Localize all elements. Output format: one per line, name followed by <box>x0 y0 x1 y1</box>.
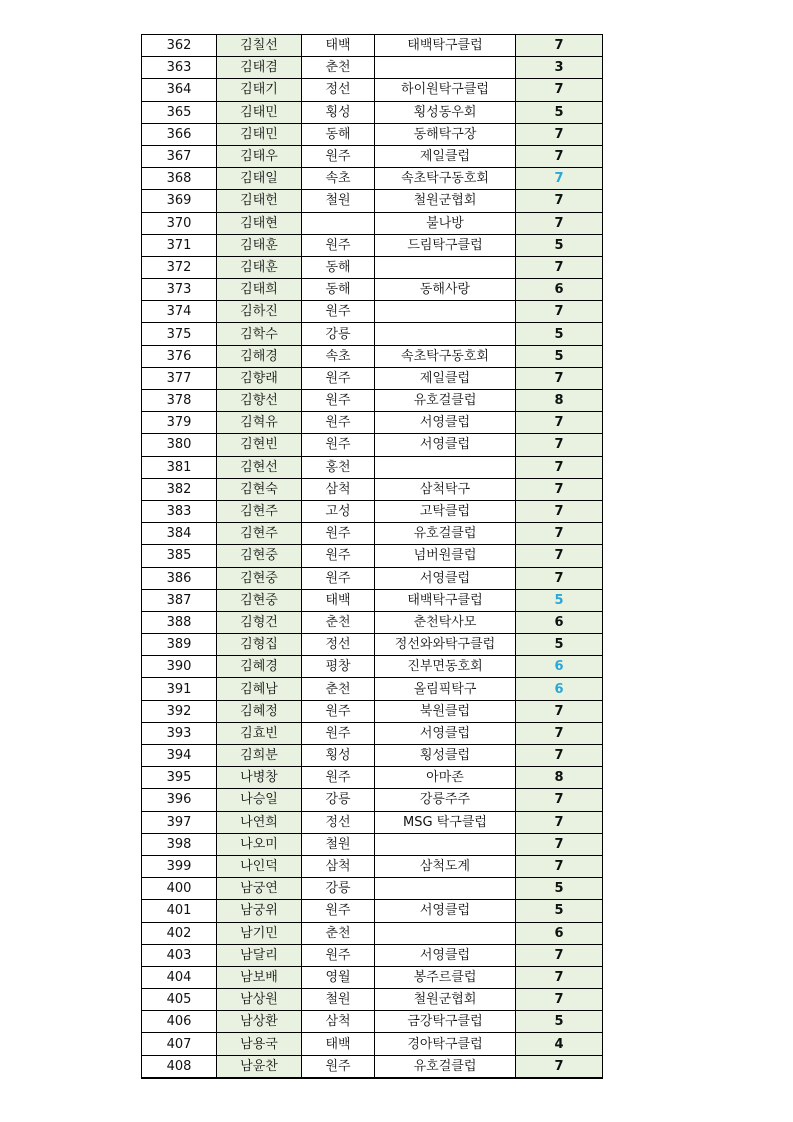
table-row <box>142 656 603 678</box>
club-cell: 철원군협회 <box>375 190 516 212</box>
club-cell: 삼척도계 <box>375 855 516 877</box>
grade-cell: 3 <box>516 57 603 79</box>
club-cell <box>375 922 516 944</box>
region-cell: 강릉 <box>302 323 375 345</box>
grade-cell: 7 <box>516 855 603 877</box>
member-name-cell: 나연희 <box>217 811 302 833</box>
grade-cell: 7 <box>516 523 603 545</box>
row-number-cell: 399 <box>142 855 217 877</box>
row-number-cell: 388 <box>142 611 217 633</box>
club-cell: 유호걸클럽 <box>375 1055 516 1078</box>
table-row <box>142 966 603 988</box>
grade-cell: 7 <box>516 301 603 323</box>
grade-cell: 7 <box>516 500 603 522</box>
region-cell: 원주 <box>302 944 375 966</box>
member-name-cell: 김칠선 <box>217 35 302 57</box>
region-cell: 원주 <box>302 523 375 545</box>
region-cell: 평창 <box>302 656 375 678</box>
member-name-cell: 김현중 <box>217 567 302 589</box>
region-cell: 원주 <box>302 1055 375 1078</box>
grade-cell: 8 <box>516 390 603 412</box>
table-row <box>142 1011 603 1033</box>
grade-cell: 5 <box>516 634 603 656</box>
row-number-cell: 391 <box>142 678 217 700</box>
region-cell: 철원 <box>302 833 375 855</box>
table-row <box>142 634 603 656</box>
region-cell: 철원 <box>302 190 375 212</box>
grade-cell: 5 <box>516 101 603 123</box>
roster-table <box>141 34 603 1079</box>
member-name-cell: 김태헌 <box>217 190 302 212</box>
table-row <box>142 722 603 744</box>
member-name-cell: 남기민 <box>217 922 302 944</box>
row-number-cell: 363 <box>142 57 217 79</box>
member-name-cell: 김현선 <box>217 456 302 478</box>
club-cell: 춘천탁사모 <box>375 611 516 633</box>
row-number-cell: 392 <box>142 700 217 722</box>
table-row <box>142 1055 603 1078</box>
member-name-cell: 김태희 <box>217 279 302 301</box>
club-cell: 서영클럽 <box>375 722 516 744</box>
member-name-cell: 김현숙 <box>217 478 302 500</box>
grade-cell: 7 <box>516 700 603 722</box>
club-cell: 제일클럽 <box>375 367 516 389</box>
member-name-cell: 김태민 <box>217 123 302 145</box>
grade-cell: 7 <box>516 989 603 1011</box>
grade-cell: 6 <box>516 656 603 678</box>
club-cell <box>375 833 516 855</box>
region-cell: 횡성 <box>302 745 375 767</box>
grade-cell: 7 <box>516 722 603 744</box>
grade-cell: 5 <box>516 900 603 922</box>
member-name-cell: 김태우 <box>217 145 302 167</box>
member-name-cell: 남궁위 <box>217 900 302 922</box>
row-number-cell: 378 <box>142 390 217 412</box>
club-cell: 넘버원클럽 <box>375 545 516 567</box>
region-cell: 정선 <box>302 811 375 833</box>
grade-cell: 7 <box>516 833 603 855</box>
row-number-cell: 368 <box>142 168 217 190</box>
club-cell <box>375 323 516 345</box>
member-name-cell: 김혜경 <box>217 656 302 678</box>
member-name-cell: 김태민 <box>217 101 302 123</box>
member-name-cell: 남궁연 <box>217 878 302 900</box>
club-cell: 횡성클럽 <box>375 745 516 767</box>
row-number-cell: 403 <box>142 944 217 966</box>
club-cell: 드림탁구클럽 <box>375 234 516 256</box>
club-cell: 북원클럽 <box>375 700 516 722</box>
region-cell: 태백 <box>302 589 375 611</box>
member-name-cell: 남보배 <box>217 966 302 988</box>
member-name-cell: 김향래 <box>217 367 302 389</box>
member-name-cell: 김현주 <box>217 523 302 545</box>
row-number-cell: 397 <box>142 811 217 833</box>
club-cell: 속초탁구동호회 <box>375 168 516 190</box>
row-number-cell: 377 <box>142 367 217 389</box>
region-cell: 삼척 <box>302 1011 375 1033</box>
member-name-cell: 김태훈 <box>217 256 302 278</box>
grade-cell: 7 <box>516 434 603 456</box>
table-row <box>142 833 603 855</box>
club-cell: 속초탁구동호회 <box>375 345 516 367</box>
club-cell: 동해탁구장 <box>375 123 516 145</box>
region-cell: 춘천 <box>302 57 375 79</box>
club-cell: 강릉주주 <box>375 789 516 811</box>
region-cell: 홍천 <box>302 456 375 478</box>
table-row <box>142 567 603 589</box>
grade-cell: 5 <box>516 345 603 367</box>
grade-cell: 7 <box>516 789 603 811</box>
table-row <box>142 101 603 123</box>
member-name-cell: 나승일 <box>217 789 302 811</box>
grade-cell: 7 <box>516 745 603 767</box>
member-name-cell: 김희분 <box>217 745 302 767</box>
member-name-cell: 김하진 <box>217 301 302 323</box>
club-cell: 봉주르클럽 <box>375 966 516 988</box>
grade-cell: 7 <box>516 567 603 589</box>
row-number-cell: 407 <box>142 1033 217 1055</box>
table-row <box>142 168 603 190</box>
table-row <box>142 900 603 922</box>
club-cell: 서영클럽 <box>375 567 516 589</box>
member-name-cell: 김향선 <box>217 390 302 412</box>
row-number-cell: 383 <box>142 500 217 522</box>
grade-cell: 6 <box>516 678 603 700</box>
grade-cell: 7 <box>516 1055 603 1078</box>
table-row <box>142 922 603 944</box>
region-cell: 동해 <box>302 256 375 278</box>
row-number-cell: 401 <box>142 900 217 922</box>
table-row <box>142 545 603 567</box>
club-cell: 올림픽탁구 <box>375 678 516 700</box>
table-row <box>142 811 603 833</box>
region-cell: 원주 <box>302 145 375 167</box>
grade-cell: 7 <box>516 145 603 167</box>
member-name-cell: 김현주 <box>217 500 302 522</box>
region-cell: 원주 <box>302 301 375 323</box>
row-number-cell: 375 <box>142 323 217 345</box>
member-name-cell: 나병창 <box>217 767 302 789</box>
table-row <box>142 456 603 478</box>
club-cell <box>375 878 516 900</box>
grade-cell: 7 <box>516 412 603 434</box>
club-cell: 태백탁구클럽 <box>375 35 516 57</box>
table-row <box>142 279 603 301</box>
region-cell: 원주 <box>302 434 375 456</box>
grade-cell: 8 <box>516 767 603 789</box>
grade-cell: 7 <box>516 256 603 278</box>
region-cell: 삼척 <box>302 855 375 877</box>
region-cell <box>302 212 375 234</box>
table-row <box>142 767 603 789</box>
club-cell: 금강탁구클럽 <box>375 1011 516 1033</box>
row-number-cell: 371 <box>142 234 217 256</box>
member-name-cell: 김혜정 <box>217 700 302 722</box>
row-number-cell: 379 <box>142 412 217 434</box>
grade-cell: 7 <box>516 966 603 988</box>
club-cell: 유호걸클럽 <box>375 390 516 412</box>
club-cell <box>375 256 516 278</box>
member-name-cell: 김태훈 <box>217 234 302 256</box>
table-row <box>142 145 603 167</box>
region-cell: 춘천 <box>302 922 375 944</box>
region-cell: 속초 <box>302 168 375 190</box>
table-row <box>142 367 603 389</box>
club-cell: 서영클럽 <box>375 944 516 966</box>
member-name-cell: 김혁유 <box>217 412 302 434</box>
row-number-cell: 364 <box>142 79 217 101</box>
club-cell: 유호걸클럽 <box>375 523 516 545</box>
club-cell: 태백탁구클럽 <box>375 589 516 611</box>
region-cell: 정선 <box>302 79 375 101</box>
row-number-cell: 380 <box>142 434 217 456</box>
member-name-cell: 김현중 <box>217 545 302 567</box>
region-cell: 영월 <box>302 966 375 988</box>
member-name-cell: 김효빈 <box>217 722 302 744</box>
table-row <box>142 301 603 323</box>
table-row <box>142 79 603 101</box>
row-number-cell: 390 <box>142 656 217 678</box>
region-cell: 속초 <box>302 345 375 367</box>
region-cell: 춘천 <box>302 611 375 633</box>
table-row <box>142 855 603 877</box>
region-cell: 정선 <box>302 634 375 656</box>
grade-cell: 6 <box>516 279 603 301</box>
member-name-cell: 남윤찬 <box>217 1055 302 1078</box>
grade-cell: 5 <box>516 1011 603 1033</box>
table-row <box>142 878 603 900</box>
member-name-cell: 나인덕 <box>217 855 302 877</box>
region-cell: 원주 <box>302 367 375 389</box>
grade-cell: 4 <box>516 1033 603 1055</box>
club-cell: 경아탁구클럽 <box>375 1033 516 1055</box>
member-name-cell: 김현빈 <box>217 434 302 456</box>
table-row <box>142 256 603 278</box>
member-name-cell: 남달리 <box>217 944 302 966</box>
row-number-cell: 404 <box>142 966 217 988</box>
grade-cell: 5 <box>516 878 603 900</box>
region-cell: 강릉 <box>302 789 375 811</box>
row-number-cell: 405 <box>142 989 217 1011</box>
row-number-cell: 398 <box>142 833 217 855</box>
table-row <box>142 611 603 633</box>
club-cell: 제일클럽 <box>375 145 516 167</box>
table-row <box>142 434 603 456</box>
table-row <box>142 323 603 345</box>
grade-cell: 7 <box>516 190 603 212</box>
row-number-cell: 400 <box>142 878 217 900</box>
member-name-cell: 김학수 <box>217 323 302 345</box>
grade-cell: 7 <box>516 456 603 478</box>
grade-cell: 7 <box>516 35 603 57</box>
row-number-cell: 370 <box>142 212 217 234</box>
region-cell: 고성 <box>302 500 375 522</box>
grade-cell: 7 <box>516 545 603 567</box>
region-cell: 원주 <box>302 545 375 567</box>
grade-cell: 6 <box>516 611 603 633</box>
club-cell <box>375 456 516 478</box>
region-cell: 삼척 <box>302 478 375 500</box>
grade-cell: 7 <box>516 168 603 190</box>
region-cell: 원주 <box>302 722 375 744</box>
row-number-cell: 408 <box>142 1055 217 1078</box>
table-row <box>142 345 603 367</box>
row-number-cell: 373 <box>142 279 217 301</box>
table-row <box>142 212 603 234</box>
row-number-cell: 372 <box>142 256 217 278</box>
row-number-cell: 374 <box>142 301 217 323</box>
row-number-cell: 406 <box>142 1011 217 1033</box>
club-cell: 서영클럽 <box>375 412 516 434</box>
club-cell <box>375 57 516 79</box>
row-number-cell: 386 <box>142 567 217 589</box>
row-number-cell: 395 <box>142 767 217 789</box>
table-row <box>142 478 603 500</box>
row-number-cell: 394 <box>142 745 217 767</box>
club-cell: 정선와와탁구클럽 <box>375 634 516 656</box>
row-number-cell: 402 <box>142 922 217 944</box>
row-number-cell: 381 <box>142 456 217 478</box>
region-cell: 동해 <box>302 279 375 301</box>
row-number-cell: 366 <box>142 123 217 145</box>
club-cell: 횡성동우회 <box>375 101 516 123</box>
table-row <box>142 589 603 611</box>
club-cell: 서영클럽 <box>375 434 516 456</box>
grade-cell: 5 <box>516 589 603 611</box>
club-cell: 불나방 <box>375 212 516 234</box>
club-cell <box>375 301 516 323</box>
row-number-cell: 387 <box>142 589 217 611</box>
grade-cell: 7 <box>516 811 603 833</box>
club-cell: 철원군협회 <box>375 989 516 1011</box>
member-name-cell: 남상환 <box>217 1011 302 1033</box>
club-cell: 고탁클럽 <box>375 500 516 522</box>
grade-cell: 5 <box>516 323 603 345</box>
club-cell: 동해사랑 <box>375 279 516 301</box>
table-row <box>142 678 603 700</box>
region-cell: 철원 <box>302 989 375 1011</box>
grade-cell: 7 <box>516 123 603 145</box>
grade-cell: 5 <box>516 234 603 256</box>
row-number-cell: 365 <box>142 101 217 123</box>
table-row <box>142 523 603 545</box>
member-name-cell: 김태기 <box>217 79 302 101</box>
row-number-cell: 382 <box>142 478 217 500</box>
table-row <box>142 412 603 434</box>
region-cell: 원주 <box>302 390 375 412</box>
grade-cell: 7 <box>516 79 603 101</box>
row-number-cell: 396 <box>142 789 217 811</box>
table-row <box>142 123 603 145</box>
row-number-cell: 385 <box>142 545 217 567</box>
grade-cell: 6 <box>516 922 603 944</box>
region-cell: 춘천 <box>302 678 375 700</box>
table-row <box>142 390 603 412</box>
member-name-cell: 김태겸 <box>217 57 302 79</box>
region-cell: 횡성 <box>302 101 375 123</box>
club-cell: 하이원탁구클럽 <box>375 79 516 101</box>
member-name-cell: 나오미 <box>217 833 302 855</box>
table-row <box>142 57 603 79</box>
table-row <box>142 989 603 1011</box>
region-cell: 강릉 <box>302 878 375 900</box>
club-cell: 아마존 <box>375 767 516 789</box>
region-cell: 원주 <box>302 900 375 922</box>
member-name-cell: 김형집 <box>217 634 302 656</box>
grade-cell: 7 <box>516 944 603 966</box>
club-cell: 삼척탁구 <box>375 478 516 500</box>
row-number-cell: 393 <box>142 722 217 744</box>
club-cell: MSG 탁구클럽 <box>375 811 516 833</box>
row-number-cell: 362 <box>142 35 217 57</box>
region-cell: 원주 <box>302 767 375 789</box>
region-cell: 동해 <box>302 123 375 145</box>
region-cell: 원주 <box>302 412 375 434</box>
grade-cell: 7 <box>516 212 603 234</box>
member-name-cell: 김태현 <box>217 212 302 234</box>
member-name-cell: 김현중 <box>217 589 302 611</box>
member-name-cell: 김혜남 <box>217 678 302 700</box>
roster-body <box>142 35 603 1078</box>
table-row <box>142 789 603 811</box>
member-name-cell: 김해경 <box>217 345 302 367</box>
table-row <box>142 944 603 966</box>
table-row <box>142 190 603 212</box>
table-row <box>142 35 603 57</box>
row-number-cell: 369 <box>142 190 217 212</box>
table-row <box>142 745 603 767</box>
region-cell: 원주 <box>302 234 375 256</box>
member-name-cell: 남용국 <box>217 1033 302 1055</box>
grade-cell: 7 <box>516 478 603 500</box>
club-cell: 서영클럽 <box>375 900 516 922</box>
table-row <box>142 1033 603 1055</box>
grade-cell: 7 <box>516 367 603 389</box>
club-cell: 진부면동호회 <box>375 656 516 678</box>
table-row <box>142 700 603 722</box>
row-number-cell: 389 <box>142 634 217 656</box>
region-cell: 원주 <box>302 567 375 589</box>
region-cell: 원주 <box>302 700 375 722</box>
member-name-cell: 김태일 <box>217 168 302 190</box>
region-cell: 태백 <box>302 1033 375 1055</box>
table-row <box>142 234 603 256</box>
member-name-cell: 남상원 <box>217 989 302 1011</box>
region-cell: 태백 <box>302 35 375 57</box>
row-number-cell: 367 <box>142 145 217 167</box>
row-number-cell: 384 <box>142 523 217 545</box>
member-name-cell: 김형건 <box>217 611 302 633</box>
table-row <box>142 500 603 522</box>
row-number-cell: 376 <box>142 345 217 367</box>
